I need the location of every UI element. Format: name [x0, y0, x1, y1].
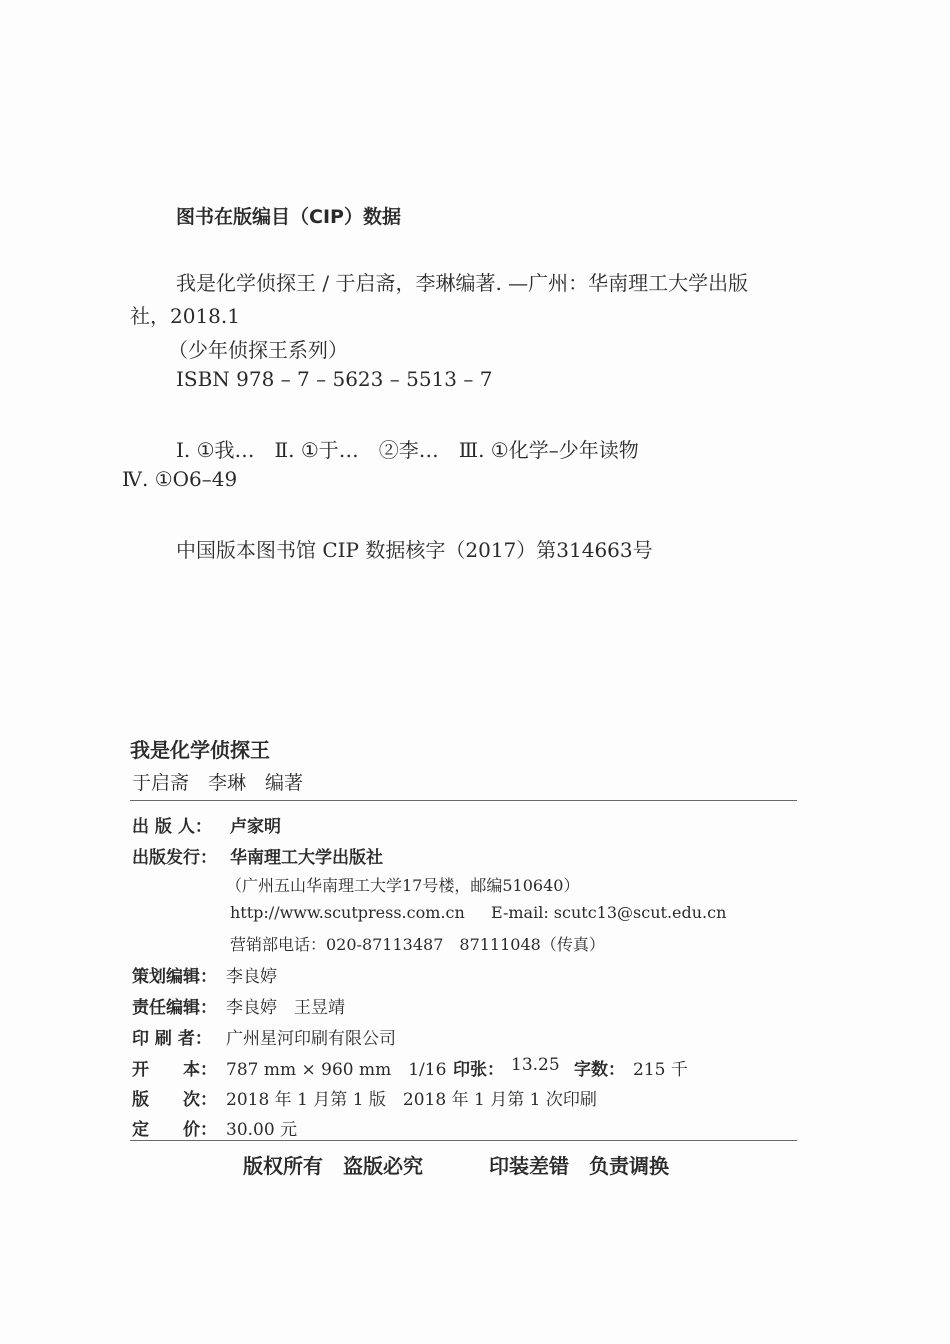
- email: E-mail: scutc13@scut.edu.cn: [491, 903, 727, 922]
- sheets-label: 印张：: [453, 1060, 504, 1080]
- cip-series: （少年侦探王系列）: [168, 338, 348, 362]
- publisher-name: 卢家明: [230, 817, 281, 837]
- distributor-name: 华南理工大学出版社: [230, 848, 383, 868]
- planning-editor-label: 策划编辑：: [132, 967, 217, 987]
- cip-heading: 图书在版编目（CIP）数据: [176, 206, 401, 228]
- sales-phone: 营销部电话：020-87113487 87111048（传真）: [230, 935, 605, 954]
- format: 787 mm × 960 mm 1/16: [226, 1060, 447, 1080]
- distributor-label: 出版发行：: [132, 848, 217, 868]
- edition-label: 版 次：: [132, 1090, 217, 1110]
- words-label: 字数：: [574, 1060, 625, 1080]
- printer: 广州星河印刷有限公司: [226, 1029, 396, 1049]
- cip-classification-2: Ⅳ. ①O6–49: [122, 467, 238, 491]
- divider-top: [130, 800, 797, 801]
- print-defect-notice: 印装差错 负责调换: [489, 1154, 669, 1178]
- book-authors: 于启斋 李琳 编著: [132, 772, 304, 794]
- word-count: 215 千: [633, 1060, 688, 1080]
- distributor-address: （广州五山华南理工大学17号楼，邮编510640）: [226, 876, 580, 895]
- edition: 2018 年 1 月第 1 版 2018 年 1 月第 1 次印刷: [226, 1090, 597, 1110]
- website: http://www.scutpress.com.cn: [230, 903, 465, 922]
- cip-isbn: ISBN 978 – 7 – 5623 – 5513 – 7: [176, 367, 493, 391]
- cip-classification: Ⅰ. ①我… Ⅱ. ①于… ②李… Ⅲ. ①化学–少年读物: [176, 438, 639, 462]
- responsible-editor: 李良婷 王昱靖: [226, 998, 345, 1018]
- publisher-label: 出 版 人：: [132, 817, 212, 837]
- cip-line-2: 社，2018.1: [130, 304, 240, 328]
- printer-label: 印 刷 者：: [132, 1029, 212, 1049]
- divider-bottom: [130, 1140, 797, 1141]
- format-label: 开 本：: [132, 1060, 217, 1080]
- cip-line-1: 我是化学侦探王 / 于启斋，李琳编著. —广州：华南理工大学出版: [176, 271, 749, 295]
- planning-editor: 李良婷: [226, 967, 277, 987]
- sheets: 13.25: [511, 1055, 560, 1075]
- responsible-editor-label: 责任编辑：: [132, 998, 217, 1018]
- price: 30.00 元: [226, 1120, 298, 1140]
- cip-verification: 中国版本图书馆 CIP 数据核字（2017）第314663号: [176, 538, 653, 562]
- book-title: 我是化学侦探王: [130, 738, 270, 762]
- copyright-notice: 版权所有 盗版必究: [243, 1154, 423, 1178]
- price-label: 定 价：: [132, 1120, 217, 1140]
